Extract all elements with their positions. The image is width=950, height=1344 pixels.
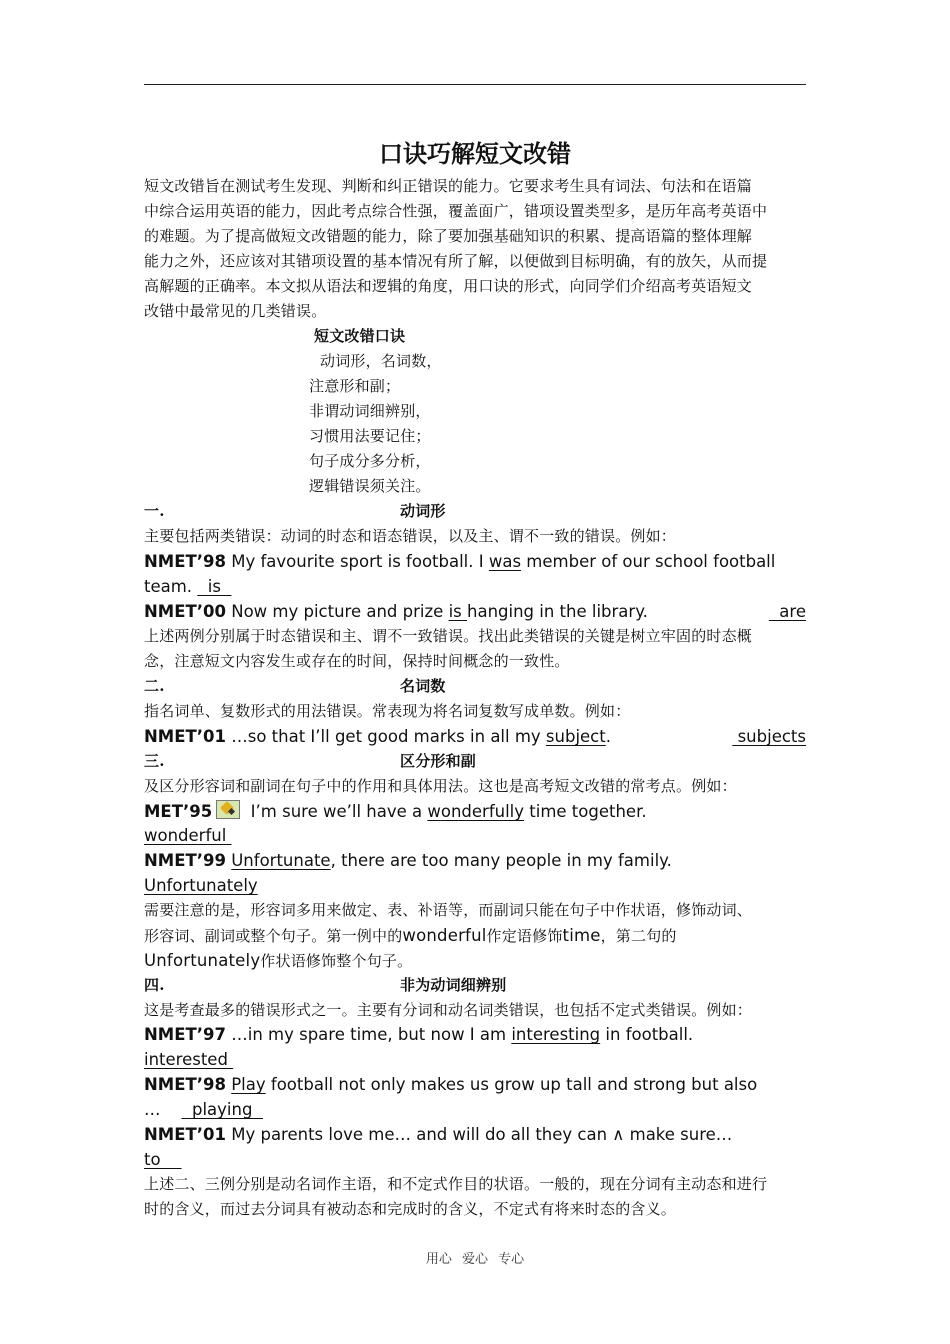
example-text: football not only makes us grow up tall and strong but also [265,1075,758,1094]
example-text: Now my picture and prize [225,602,449,621]
intro-line: 能力之外，还应该对其错项设置的基本情况有所了解，以便做到目标明确，有的放矢，从而提 [144,252,768,270]
verse-title: 短文改错口诀 [314,327,406,345]
section-title: 非为动词细辨别 [400,976,507,994]
exam-tag: NMET’97 [144,1025,226,1044]
section-number: 二. [144,677,165,695]
exam-tag: NMET’01 [144,727,226,746]
section-description: 及区分形容词和副词在句子中的作用和具体用法。这也是高考短文改错的常考点。例如： [144,777,737,795]
header-rule [144,84,806,85]
verse-line: 非谓动词细辨别， [309,402,431,420]
section-note: 念，注意短文内容发生或存在的时间，保持时间概念的一致性。 [144,652,570,670]
example-text: , there are too many people in my family. [330,851,672,870]
error-word: interesting [511,1025,601,1044]
section-note: 时的含义，而过去分词具有被动态和完成时的含义，不定式有将来时态的含义。 [144,1200,677,1218]
section-note: 上述二、三例分别是动名词作主语，和不定式作目的状语。一般的，现在分词有主动态和进行 [144,1175,768,1193]
correction: Unfortunately [144,876,258,895]
correction-line [144,873,806,898]
section-note: 上述两例分别属于时态错误和主、谓不一致错误。找出此类错误的关键是树立牢固的时态概 [144,627,753,645]
section-number: 三. [144,752,165,770]
correction: interested [144,1050,234,1069]
intro-line: 的难题。为了提高做短文改错题的能力，除了要加强基础知识的积累、提高语篇的整体理解 [144,227,753,245]
example-text: hanging in the library. [467,602,648,621]
example-text: My parents love me… and will do all they can ∧ make sure… [225,1125,733,1144]
example-text: . [605,727,611,746]
example-sentence [144,724,806,749]
section-number: 一. [144,502,165,520]
correction-line [144,823,806,848]
example-sentence-cont [144,1097,806,1122]
example-sentence [144,1072,806,1097]
error-word: wonderfully [427,802,525,821]
section-note [144,923,806,949]
error-word: is [448,602,467,621]
note-text: ，第二句的 [600,927,677,945]
example-text: in football. [600,1025,694,1044]
note-text: 作定语修饰 [486,927,563,945]
correction: playing [181,1100,263,1119]
page-title: 口诀巧解短文改错 [379,140,571,168]
section-heading-2 [144,674,806,699]
section-note: 需要注意的是，形容词多用来做定、表、补语等，而副词只能在句子中作状语，修饰动词、 [144,901,753,919]
pencil-icon [216,800,240,819]
correction: is [197,577,232,596]
correction-line [144,1147,806,1172]
exam-tag: NMET’98 [144,552,226,571]
section-description: 指名词单、复数形式的用法错误。常表现为将名词复数写成单数。例如： [144,702,631,720]
section-heading-3 [144,749,806,774]
page-footer: 用心 爱心 专心 [425,1252,525,1267]
correction: to [144,1150,182,1169]
note-text: 作状语修饰整个句子。 [260,952,413,970]
intro-line: 改错中最常见的几类错误。 [144,302,327,320]
error-word: Play [231,1075,266,1094]
note-term: time [562,926,601,945]
section-description: 这是考查最多的错误形式之一。主要有分词和动名词类错误，也包括不定式类错误。例如： [144,1001,753,1019]
exam-tag: NMET’01 [144,1125,226,1144]
example-sentence [144,1122,806,1147]
intro-line: 中综合运用英语的能力，因此考点综合性强，覆盖面广，错项设置类型多，是历年高考英语中 [144,202,768,220]
note-term: wonderful [402,926,487,945]
example-sentence [144,799,806,824]
example-sentence [144,549,806,574]
note-term: Unfortunately [144,951,261,970]
intro-line: 短文改错旨在测试考生发现、判断和纠正错误的能力。它要求考生具有词法、句法和在语篇 [144,177,753,195]
example-text: … [144,1100,161,1119]
example-text: team. [144,577,193,596]
section-title: 区分形和副 [400,752,477,770]
example-text: member of our school football [521,552,776,571]
example-sentence [144,599,806,624]
section-heading-1 [144,499,806,524]
verse-line: 习惯用法要记住； [309,427,431,445]
exam-tag: NMET’00 [144,602,226,621]
note-text: 形容词、副词或整个句子。第一例中的 [144,927,403,945]
verse-line: 句子成分多分析， [309,452,431,470]
correction: subjects [732,727,806,746]
example-sentence-cont [144,574,806,599]
section-title: 动词形 [400,502,446,520]
error-word: Unfortunate [231,851,331,870]
example-text: …so that I’ll get good marks in all my [225,727,546,746]
error-word: was [488,552,522,571]
example-text: …in my spare time, but now I am [225,1025,512,1044]
verse-line: 注意形和副； [309,377,401,395]
example-sentence [144,848,806,873]
example-sentence [144,1022,806,1047]
correction-line [144,1047,806,1072]
section-number: 四. [144,976,165,994]
correction: are [768,602,806,621]
example-text: time together. [524,802,647,821]
correction: wonderful [144,826,232,845]
error-word: subject [545,727,606,746]
example-text: I’m sure we’ll have a [240,802,428,821]
section-description: 主要包括两类错误：动词的时态和语态错误，以及主、谓不一致的错误。例如： [144,527,677,545]
verse-line: 逻辑错误须关注。 [309,477,431,495]
section-heading-4 [144,973,806,998]
verse-line: 动词形，名词数， [320,352,442,370]
intro-line: 高解题的正确率。本文拟从语法和逻辑的角度，用口诀的形式，向同学们介绍高考英语短文 [144,277,753,295]
section-note [144,948,806,974]
example-text: My favourite sport is football. I [225,552,489,571]
section-title: 名词数 [400,677,446,695]
exam-tag: MET’95 [144,802,213,821]
exam-tag: NMET’98 [144,1075,226,1094]
exam-tag: NMET’99 [144,851,226,870]
